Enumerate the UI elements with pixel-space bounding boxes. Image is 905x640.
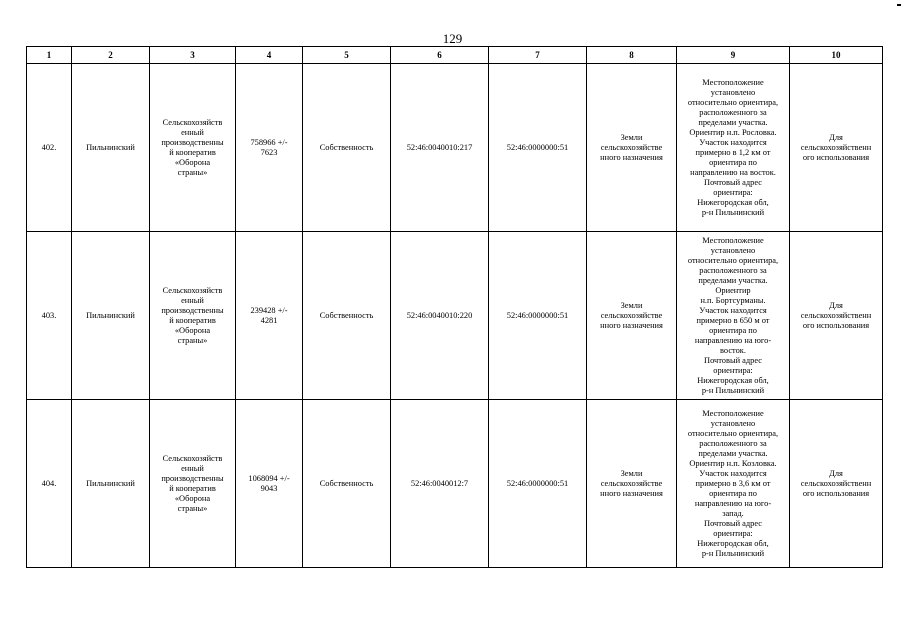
cell-owner-line: страны» (177, 503, 208, 513)
cell-permitted-use (790, 400, 883, 568)
cell-owner-line: «Оборона (174, 493, 211, 503)
column-header: 3 (150, 47, 236, 64)
cell-land-category (587, 232, 677, 400)
column-header: 5 (303, 47, 391, 64)
cell-location-line: ориентира: (713, 365, 753, 375)
cell-area (236, 64, 303, 232)
cell-cadastral-number: 52:46:0040012:7 (391, 400, 489, 568)
cell-parent-cadastral-number: 52:46:0000000:51 (489, 232, 587, 400)
cell-location-line: ориентира по (709, 157, 757, 167)
cell-owner-line: страны» (177, 167, 208, 177)
cell-permitted-use-line: ого использования (802, 152, 870, 162)
cell-land-category-line: нного назначения (600, 152, 663, 162)
cell-land-category-line: сельскохозяйстве (600, 142, 663, 152)
cell-number: 402. (27, 64, 72, 232)
cell-location-line: ориентира: (713, 187, 753, 197)
cell-location-line: Участок находится (699, 137, 767, 147)
cell-owner-line: енный (181, 463, 204, 473)
cell-land-category-line: Земли (620, 468, 643, 478)
cell-number: 403. (27, 232, 72, 400)
cell-land-category-line: Земли (620, 132, 643, 142)
cell-owner-line: «Оборона (174, 157, 211, 167)
cell-location-line: относительно ориентира, (687, 97, 779, 107)
cell-location-line: примерно в 650 м от (696, 315, 770, 325)
column-header: 4 (236, 47, 303, 64)
column-header: 9 (677, 47, 790, 64)
cell-owner-line: енный (181, 127, 204, 137)
cell-location (677, 400, 790, 568)
column-header: 8 (587, 47, 677, 64)
cell-parent-cadastral-number: 52:46:0000000:51 (489, 400, 587, 568)
cell-area-line: 4281 (260, 315, 278, 325)
cell-location-line: р-н Пильнинский (701, 385, 765, 395)
cell-location-line: установлено (710, 87, 756, 97)
column-header: 1 (27, 47, 72, 64)
cell-owner-line: й кооператив (169, 483, 216, 493)
cell-land-category-line: сельскохозяйстве (600, 310, 663, 320)
cell-location (677, 64, 790, 232)
cell-owner-line: енный (181, 295, 204, 305)
cell-location-line: н.п. Бортсурманы. (700, 295, 766, 305)
cell-location-line: Ориентир н.п. Рословка. (689, 127, 777, 137)
cell-land-category-line: нного назначения (600, 488, 663, 498)
cell-land-category-line: нного назначения (600, 320, 663, 330)
cell-area (236, 400, 303, 568)
cell-owner-line: производственны (161, 473, 224, 483)
cell-location-line: Ориентир н.п. Козловка. (689, 458, 777, 468)
scan-mark (897, 4, 901, 6)
cell-permitted-use (790, 64, 883, 232)
cell-permitted-use-line: Для (829, 468, 843, 478)
cell-parent-cadastral-number: 52:46:0000000:51 (489, 64, 587, 232)
cell-district: Пильнинский (72, 232, 150, 400)
cell-location-line: относительно ориентира, (687, 255, 779, 265)
cell-location-line: примерно в 3,6 км от (695, 478, 771, 488)
cell-location-line: Участок находится (699, 305, 767, 315)
cell-location-line: Местоположение (702, 408, 764, 418)
table-row (27, 400, 883, 568)
cell-location-line: ориентира по (709, 325, 757, 335)
cell-location-line: пределами участка. (698, 275, 768, 285)
cell-location-line: Почтовый адрес (704, 177, 762, 187)
cell-permitted-use-line: ого использования (802, 488, 870, 498)
column-header: 6 (391, 47, 489, 64)
column-header: 2 (72, 47, 150, 64)
cell-location-line: направлению на юго- (694, 335, 772, 345)
cell-location-line: расположенного за (699, 265, 767, 275)
cell-cadastral-number: 52:46:0040010:217 (391, 64, 489, 232)
cell-location-line: относительно ориентира, (687, 428, 779, 438)
land-registry-table (26, 46, 883, 568)
header-row (27, 47, 883, 64)
cell-location-line: расположенного за (699, 107, 767, 117)
cell-location-line: Почтовый адрес (704, 355, 762, 365)
cell-land-category-line: сельскохозяйстве (600, 478, 663, 488)
cell-location-line: направлению на юго- (694, 498, 772, 508)
cell-right-type: Собственность (303, 232, 391, 400)
cell-location-line: установлено (710, 418, 756, 428)
cell-location-line: примерно в 1,2 км от (695, 147, 771, 157)
cell-district: Пильнинский (72, 400, 150, 568)
cell-location-line: запад. (722, 508, 744, 518)
cell-owner (150, 400, 236, 568)
cell-owner-line: Сельскохозяйств (162, 285, 223, 295)
cell-district: Пильнинский (72, 64, 150, 232)
cell-owner-line: Сельскохозяйств (162, 453, 223, 463)
cell-location-line: Участок находится (699, 468, 767, 478)
cell-location-line: р-н Пильнинский (701, 207, 765, 217)
cell-area-line: 9043 (260, 483, 278, 493)
column-header: 10 (790, 47, 883, 64)
cell-location-line: направлению на восток. (690, 167, 776, 177)
cell-right-type: Собственность (303, 64, 391, 232)
cell-right-type: Собственность (303, 400, 391, 568)
cell-location-line: Местоположение (702, 235, 764, 245)
cell-location-line: Нижегородская обл, (697, 538, 769, 548)
cell-owner-line: й кооператив (169, 315, 216, 325)
cell-land-category (587, 64, 677, 232)
cell-location-line: Местоположение (702, 77, 764, 87)
cell-land-category-line: Земли (620, 300, 643, 310)
cell-owner-line: «Оборона (174, 325, 211, 335)
cell-location-line: Нижегородская обл, (697, 197, 769, 207)
cell-owner (150, 64, 236, 232)
cell-owner-line: производственны (161, 137, 224, 147)
cell-permitted-use (790, 232, 883, 400)
cell-number: 404. (27, 400, 72, 568)
cell-location-line: Ориентир (715, 285, 751, 295)
page-number: 129 (442, 31, 463, 46)
cell-location-line: установлено (710, 245, 756, 255)
cell-permitted-use-line: Для (829, 300, 843, 310)
cell-permitted-use-line: сельскохозяйственн (800, 310, 872, 320)
cell-location-line: ориентира: (713, 528, 753, 538)
column-header: 7 (489, 47, 587, 64)
cell-owner-line: й кооператив (169, 147, 216, 157)
cell-cadastral-number: 52:46:0040010:220 (391, 232, 489, 400)
cell-area-line: 239428 +/- (250, 305, 288, 315)
cell-owner-line: производственны (161, 305, 224, 315)
cell-location-line: пределами участка. (698, 448, 768, 458)
cell-area (236, 232, 303, 400)
cell-location-line: Нижегородская обл, (697, 375, 769, 385)
cell-area-line: 7623 (260, 147, 278, 157)
cell-permitted-use-line: сельскохозяйственн (800, 478, 872, 488)
cell-permitted-use-line: ого использования (802, 320, 870, 330)
cell-permitted-use-line: сельскохозяйственн (800, 142, 872, 152)
cell-location-line: р-н Пильнинский (701, 548, 765, 558)
cell-permitted-use-line: Для (829, 132, 843, 142)
table-row (27, 64, 883, 232)
cell-location-line: ориентира по (709, 488, 757, 498)
cell-owner-line: Сельскохозяйств (162, 117, 223, 127)
cell-location-line: расположенного за (699, 438, 767, 448)
table-row (27, 232, 883, 400)
cell-owner-line: страны» (177, 335, 208, 345)
cell-location-line: восток. (720, 345, 746, 355)
cell-area-line: 1068094 +/- (248, 473, 290, 483)
cell-area-line: 758966 +/- (250, 137, 288, 147)
cell-owner (150, 232, 236, 400)
cell-land-category (587, 400, 677, 568)
cell-location-line: пределами участка. (698, 117, 768, 127)
cell-location-line: Почтовый адрес (704, 518, 762, 528)
cell-location (677, 232, 790, 400)
